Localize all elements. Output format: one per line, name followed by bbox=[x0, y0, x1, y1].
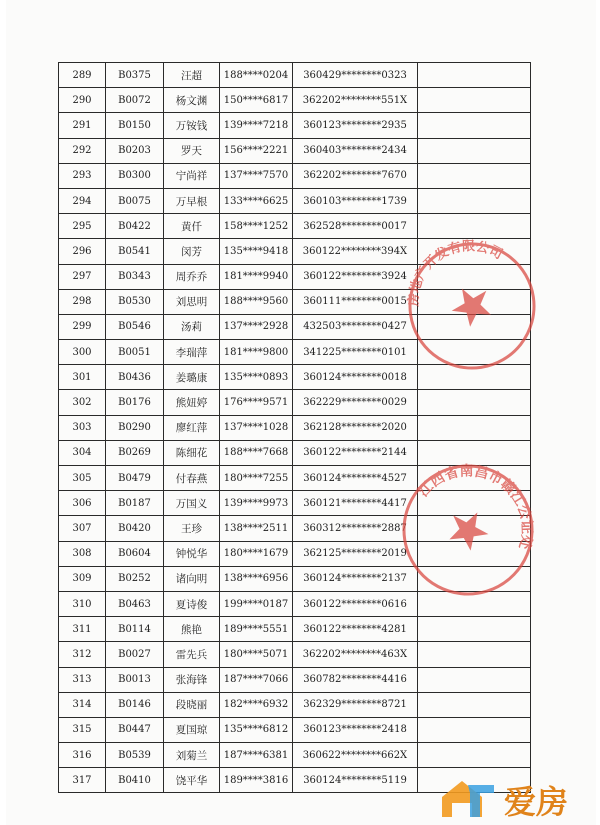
cell-remark bbox=[418, 163, 531, 188]
cell-remark bbox=[418, 188, 531, 213]
cell-remark bbox=[418, 390, 531, 415]
roster-table bbox=[58, 62, 531, 793]
cell-id: 360124********0018 bbox=[293, 365, 418, 390]
brand-watermark bbox=[438, 775, 594, 821]
cell-code: B0187 bbox=[106, 491, 164, 516]
table-row bbox=[59, 692, 531, 717]
cell-name: 付春燕 bbox=[164, 466, 220, 491]
cell-id: 360123********2935 bbox=[293, 113, 418, 138]
cell-remark bbox=[418, 566, 531, 591]
cell-no: 314 bbox=[59, 692, 106, 717]
roster-body bbox=[59, 63, 531, 793]
cell-code: B0290 bbox=[106, 415, 164, 440]
table-row bbox=[59, 365, 531, 390]
cell-id: 362329********8721 bbox=[293, 692, 418, 717]
cell-remark bbox=[418, 214, 531, 239]
house-logo-icon bbox=[442, 781, 494, 817]
cell-id: 341225********0101 bbox=[293, 340, 418, 365]
cell-name: 汪超 bbox=[164, 63, 220, 88]
cell-name: 段晓丽 bbox=[164, 692, 220, 717]
table-row bbox=[59, 491, 531, 516]
cell-phone: 133****6625 bbox=[220, 188, 293, 213]
cell-id: 360122********3924 bbox=[293, 264, 418, 289]
cell-no: 303 bbox=[59, 415, 106, 440]
notary-seal-text: 江西省南昌市赣江公证处 bbox=[415, 463, 535, 551]
cell-remark bbox=[418, 717, 531, 742]
cell-name: 罗天 bbox=[164, 138, 220, 163]
cell-remark bbox=[418, 743, 531, 768]
cell-name: 杨文渊 bbox=[164, 88, 220, 113]
cell-name: 钟悦华 bbox=[164, 541, 220, 566]
table-row bbox=[59, 314, 531, 339]
cell-id: 360122********2144 bbox=[293, 440, 418, 465]
cell-id: 360123********2418 bbox=[293, 717, 418, 742]
table-row bbox=[59, 667, 531, 692]
cell-phone: 138****6956 bbox=[220, 566, 293, 591]
table-row bbox=[59, 642, 531, 667]
cell-remark bbox=[418, 113, 531, 138]
company-seal-text: 房地产开发有限公司 bbox=[406, 239, 505, 307]
table-row bbox=[59, 516, 531, 541]
cell-phone: 188****0204 bbox=[220, 63, 293, 88]
cell-phone: 138****2511 bbox=[220, 516, 293, 541]
cell-phone: 137****7570 bbox=[220, 163, 293, 188]
cell-id: 360622********662X bbox=[293, 743, 418, 768]
cell-name: 诸向明 bbox=[164, 566, 220, 591]
cell-code: B0546 bbox=[106, 314, 164, 339]
cell-id: 360124********5119 bbox=[293, 768, 418, 793]
cell-no: 304 bbox=[59, 440, 106, 465]
cell-remark bbox=[418, 340, 531, 365]
cell-name: 夏国琼 bbox=[164, 717, 220, 742]
cell-no: 290 bbox=[59, 88, 106, 113]
cell-no: 299 bbox=[59, 314, 106, 339]
cell-phone: 189****3816 bbox=[220, 768, 293, 793]
cell-id: 360103********1739 bbox=[293, 188, 418, 213]
cell-no: 316 bbox=[59, 743, 106, 768]
cell-remark bbox=[418, 466, 531, 491]
cell-id: 362128********2020 bbox=[293, 415, 418, 440]
cell-code: B0176 bbox=[106, 390, 164, 415]
cell-code: B0072 bbox=[106, 88, 164, 113]
cell-remark bbox=[418, 289, 531, 314]
cell-no: 296 bbox=[59, 239, 106, 264]
table-row bbox=[59, 63, 531, 88]
cell-no: 310 bbox=[59, 591, 106, 616]
cell-code: B0447 bbox=[106, 717, 164, 742]
cell-phone: 199****0187 bbox=[220, 591, 293, 616]
cell-phone: 188****7668 bbox=[220, 440, 293, 465]
cell-name: 刘思明 bbox=[164, 289, 220, 314]
cell-code: B0269 bbox=[106, 440, 164, 465]
cell-no: 291 bbox=[59, 113, 106, 138]
cell-phone: 137****1028 bbox=[220, 415, 293, 440]
cell-code: B0422 bbox=[106, 214, 164, 239]
cell-name: 王珍 bbox=[164, 516, 220, 541]
cell-code: B0075 bbox=[106, 188, 164, 213]
cell-id: 432503********0427 bbox=[293, 314, 418, 339]
cell-no: 312 bbox=[59, 642, 106, 667]
cell-name: 熊妞婷 bbox=[164, 390, 220, 415]
table-row bbox=[59, 188, 531, 213]
table-row bbox=[59, 566, 531, 591]
cell-phone: 181****9800 bbox=[220, 340, 293, 365]
cell-remark bbox=[418, 415, 531, 440]
cell-remark bbox=[418, 264, 531, 289]
table-row bbox=[59, 466, 531, 491]
cell-remark bbox=[418, 365, 531, 390]
cell-code: B0146 bbox=[106, 692, 164, 717]
cell-remark bbox=[418, 314, 531, 339]
cell-name: 闵芳 bbox=[164, 239, 220, 264]
cell-remark bbox=[418, 642, 531, 667]
cell-phone: 156****2221 bbox=[220, 138, 293, 163]
cell-no: 307 bbox=[59, 516, 106, 541]
cell-name: 张海锋 bbox=[164, 667, 220, 692]
cell-phone: 176****9571 bbox=[220, 390, 293, 415]
table-row bbox=[59, 390, 531, 415]
cell-code: B0300 bbox=[106, 163, 164, 188]
cell-id: 362202********551X bbox=[293, 88, 418, 113]
cell-name: 万铵钱 bbox=[164, 113, 220, 138]
table-row bbox=[59, 415, 531, 440]
cell-phone: 135****6812 bbox=[220, 717, 293, 742]
cell-no: 305 bbox=[59, 466, 106, 491]
cell-remark bbox=[418, 63, 531, 88]
cell-remark bbox=[418, 138, 531, 163]
table-row bbox=[59, 113, 531, 138]
cell-phone: 180****1679 bbox=[220, 541, 293, 566]
cell-code: B0463 bbox=[106, 591, 164, 616]
cell-code: B0479 bbox=[106, 466, 164, 491]
cell-no: 289 bbox=[59, 63, 106, 88]
cell-no: 300 bbox=[59, 340, 106, 365]
cell-no: 292 bbox=[59, 138, 106, 163]
cell-no: 298 bbox=[59, 289, 106, 314]
table-row bbox=[59, 239, 531, 264]
cell-code: B0114 bbox=[106, 617, 164, 642]
table-row bbox=[59, 591, 531, 616]
table-row bbox=[59, 214, 531, 239]
cell-name: 宁尚祥 bbox=[164, 163, 220, 188]
cell-id: 362528********0017 bbox=[293, 214, 418, 239]
cell-remark bbox=[418, 591, 531, 616]
cell-phone: 139****9973 bbox=[220, 491, 293, 516]
cell-id: 362229********0029 bbox=[293, 390, 418, 415]
cell-code: B0410 bbox=[106, 768, 164, 793]
cell-no: 309 bbox=[59, 566, 106, 591]
cell-name: 周乔乔 bbox=[164, 264, 220, 289]
cell-phone: 158****1252 bbox=[220, 214, 293, 239]
cell-name: 万早根 bbox=[164, 188, 220, 213]
table-row bbox=[59, 743, 531, 768]
cell-id: 360111********0015 bbox=[293, 289, 418, 314]
cell-phone: 180****5071 bbox=[220, 642, 293, 667]
cell-id: 360121********4417 bbox=[293, 491, 418, 516]
cell-code: B0541 bbox=[106, 239, 164, 264]
cell-phone: 135****0893 bbox=[220, 365, 293, 390]
cell-no: 311 bbox=[59, 617, 106, 642]
table-row bbox=[59, 138, 531, 163]
cell-code: B0013 bbox=[106, 667, 164, 692]
cell-name: 黄仟 bbox=[164, 214, 220, 239]
cell-code: B0375 bbox=[106, 63, 164, 88]
table-row bbox=[59, 88, 531, 113]
cell-code: B0539 bbox=[106, 743, 164, 768]
cell-code: B0027 bbox=[106, 642, 164, 667]
cell-code: B0436 bbox=[106, 365, 164, 390]
cell-code: B0252 bbox=[106, 566, 164, 591]
table-row bbox=[59, 717, 531, 742]
cell-phone: 187****7066 bbox=[220, 667, 293, 692]
cell-code: B0420 bbox=[106, 516, 164, 541]
cell-code: B0530 bbox=[106, 289, 164, 314]
cell-phone: 137****2928 bbox=[220, 314, 293, 339]
cell-remark bbox=[418, 239, 531, 264]
cell-phone: 188****9560 bbox=[220, 289, 293, 314]
cell-remark bbox=[418, 491, 531, 516]
cell-remark bbox=[418, 541, 531, 566]
cell-name: 廖红萍 bbox=[164, 415, 220, 440]
cell-phone: 150****6817 bbox=[220, 88, 293, 113]
cell-no: 295 bbox=[59, 214, 106, 239]
cell-name: 李瑞萍 bbox=[164, 340, 220, 365]
cell-name: 万国义 bbox=[164, 491, 220, 516]
cell-no: 317 bbox=[59, 768, 106, 793]
table-row bbox=[59, 264, 531, 289]
cell-code: B0343 bbox=[106, 264, 164, 289]
cell-no: 302 bbox=[59, 390, 106, 415]
cell-phone: 139****7218 bbox=[220, 113, 293, 138]
cell-remark bbox=[418, 617, 531, 642]
cell-name: 刘菊兰 bbox=[164, 743, 220, 768]
cell-name: 陈细花 bbox=[164, 440, 220, 465]
cell-no: 313 bbox=[59, 667, 106, 692]
cell-phone: 180****7255 bbox=[220, 466, 293, 491]
cell-remark bbox=[418, 667, 531, 692]
cell-name: 夏诗俊 bbox=[164, 591, 220, 616]
table-row bbox=[59, 617, 531, 642]
table-row bbox=[59, 340, 531, 365]
cell-phone: 182****6932 bbox=[220, 692, 293, 717]
cell-no: 294 bbox=[59, 188, 106, 213]
cell-phone: 135****9418 bbox=[220, 239, 293, 264]
cell-remark bbox=[418, 440, 531, 465]
cell-id: 360122********394X bbox=[293, 239, 418, 264]
cell-id: 360429********0323 bbox=[293, 63, 418, 88]
cell-id: 360782********4416 bbox=[293, 667, 418, 692]
table-row bbox=[59, 440, 531, 465]
cell-remark bbox=[418, 516, 531, 541]
cell-remark bbox=[418, 88, 531, 113]
cell-phone: 189****5551 bbox=[220, 617, 293, 642]
cell-no: 315 bbox=[59, 717, 106, 742]
cell-id: 360122********0616 bbox=[293, 591, 418, 616]
cell-name: 雷先兵 bbox=[164, 642, 220, 667]
table-row bbox=[59, 289, 531, 314]
brand-text: 爱房 bbox=[504, 783, 569, 821]
document-page bbox=[6, 0, 596, 825]
cell-id: 360312********2887 bbox=[293, 516, 418, 541]
cell-phone: 181****9940 bbox=[220, 264, 293, 289]
cell-no: 297 bbox=[59, 264, 106, 289]
cell-id: 360122********4281 bbox=[293, 617, 418, 642]
cell-code: B0203 bbox=[106, 138, 164, 163]
cell-code: B0051 bbox=[106, 340, 164, 365]
table-row bbox=[59, 163, 531, 188]
table-row bbox=[59, 541, 531, 566]
cell-no: 293 bbox=[59, 163, 106, 188]
cell-id: 362125********2019 bbox=[293, 541, 418, 566]
cell-name: 饶平华 bbox=[164, 768, 220, 793]
cell-id: 362202********463X bbox=[293, 642, 418, 667]
cell-name: 汤莉 bbox=[164, 314, 220, 339]
cell-no: 301 bbox=[59, 365, 106, 390]
cell-name: 熊艳 bbox=[164, 617, 220, 642]
cell-remark bbox=[418, 692, 531, 717]
cell-code: B0604 bbox=[106, 541, 164, 566]
cell-id: 360124********4527 bbox=[293, 466, 418, 491]
cell-name: 姜璐康 bbox=[164, 365, 220, 390]
cell-id: 360403********2434 bbox=[293, 138, 418, 163]
cell-no: 308 bbox=[59, 541, 106, 566]
cell-id: 360124********2137 bbox=[293, 566, 418, 591]
cell-code: B0150 bbox=[106, 113, 164, 138]
cell-no: 306 bbox=[59, 491, 106, 516]
cell-phone: 187****6381 bbox=[220, 743, 293, 768]
cell-id: 362202********7670 bbox=[293, 163, 418, 188]
